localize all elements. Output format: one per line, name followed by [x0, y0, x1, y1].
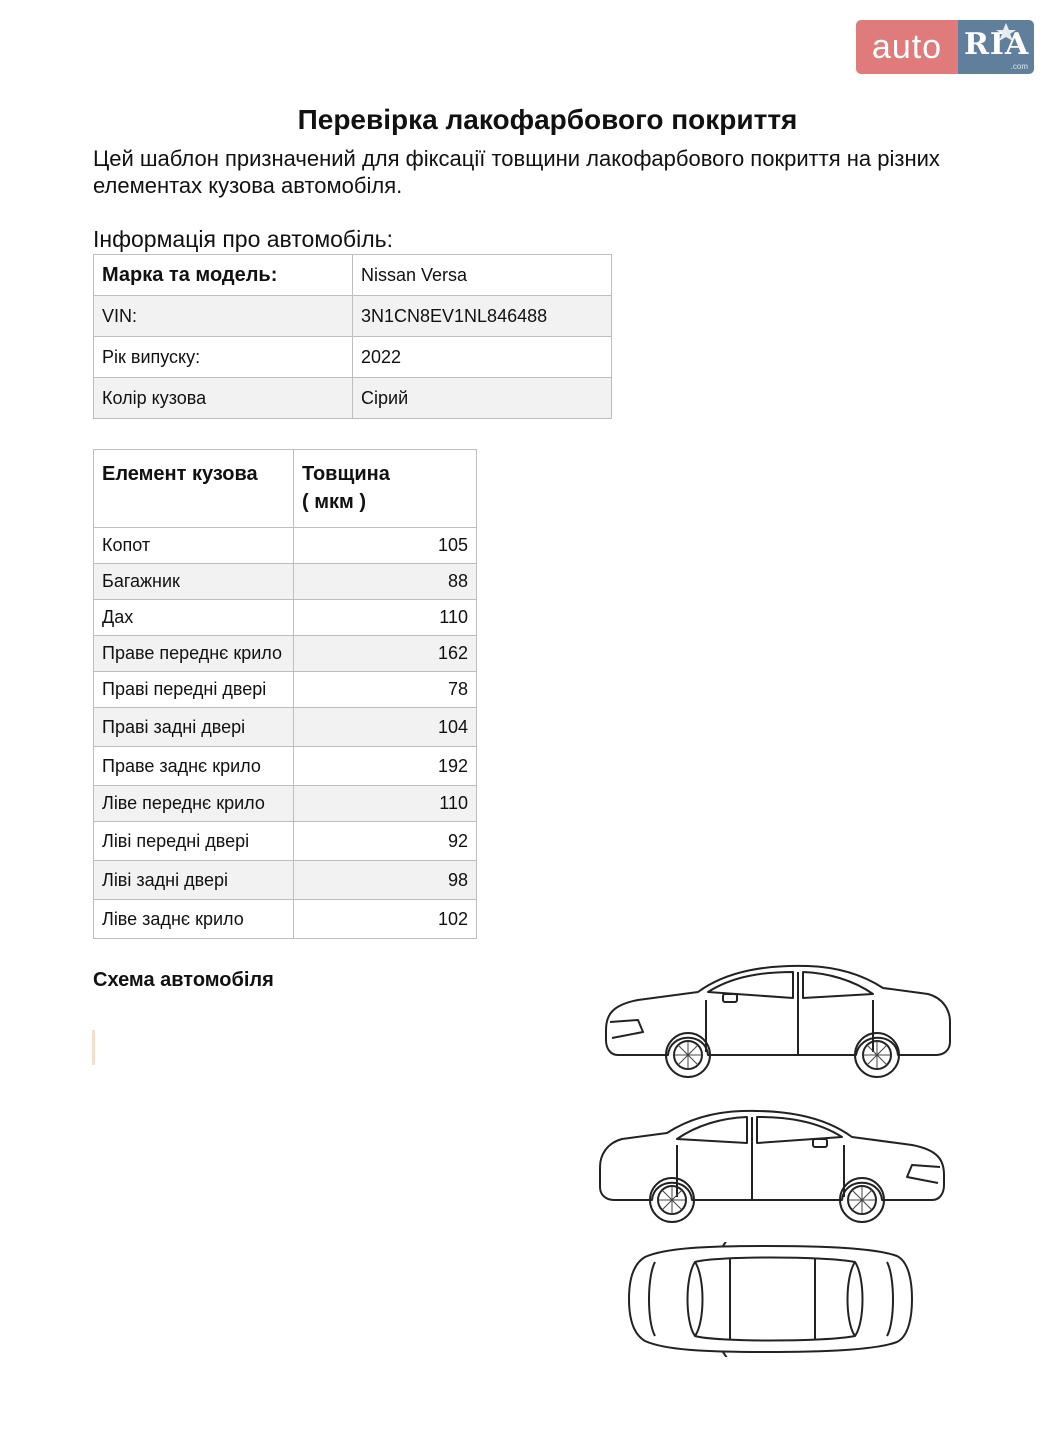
thickness-header-line1: Товщина — [302, 463, 390, 485]
logo-com-text: .com — [1010, 62, 1028, 71]
car-top-view-diagram — [625, 1242, 915, 1357]
table-row — [94, 708, 477, 747]
column-header-element: Елемент кузова — [94, 450, 294, 528]
table-row — [94, 636, 477, 672]
page-title: Перевірка лакофарбового покриття — [297, 104, 798, 135]
value-cell: 98 — [294, 861, 477, 900]
value-cell: 110 — [294, 786, 477, 822]
element-cell: Ліві задні двері — [94, 861, 294, 900]
value-cell: 104 — [294, 708, 477, 747]
info-value: Сірий — [353, 378, 612, 419]
element-cell: Багажник — [94, 564, 294, 600]
element-cell: Ліве заднє крило — [94, 900, 294, 939]
table-row — [94, 528, 477, 564]
paint-thickness-table — [93, 449, 477, 939]
table-row — [94, 822, 477, 861]
value-cell: 92 — [294, 822, 477, 861]
info-label: Колір кузова — [94, 378, 353, 419]
logo-auto-text: auto — [856, 20, 958, 74]
thickness-header-line2: ( мкм ) — [302, 491, 367, 513]
value-cell: 105 — [294, 528, 477, 564]
column-header-thickness — [294, 450, 477, 528]
car-info-heading: Інформація про автомобіль: — [93, 226, 394, 252]
value-cell: 78 — [294, 672, 477, 708]
table-row — [94, 861, 477, 900]
value-cell: 88 — [294, 564, 477, 600]
element-cell: Праві передні двері — [94, 672, 294, 708]
info-row-vin — [94, 296, 612, 337]
value-cell: 102 — [294, 900, 477, 939]
info-row-color — [94, 378, 612, 419]
info-label: Марка та модель: — [94, 255, 353, 296]
info-label: VIN: — [94, 296, 353, 337]
info-label: Рік випуску: — [94, 337, 353, 378]
table-row — [94, 672, 477, 708]
table-header-row — [94, 450, 477, 528]
intro-text: Цей шаблон призначений для фіксації товщини лакофарбового покриття на різних елементах кузова автомобіля. — [93, 146, 940, 198]
text-cursor-marker — [92, 1030, 95, 1065]
car-info-table — [93, 254, 612, 419]
info-row-year — [94, 337, 612, 378]
info-value: Nissan Versa — [353, 255, 612, 296]
info-value: 3N1CN8EV1NL846488 — [353, 296, 612, 337]
element-cell: Праве заднє крило — [94, 747, 294, 786]
table-row — [94, 564, 477, 600]
table-row — [94, 600, 477, 636]
element-cell: Ліве переднє крило — [94, 786, 294, 822]
element-cell: Праве переднє крило — [94, 636, 294, 672]
car-right-side-diagram — [592, 1105, 952, 1225]
element-cell: Дах — [94, 600, 294, 636]
value-cell: 162 — [294, 636, 477, 672]
info-value: 2022 — [353, 337, 612, 378]
value-cell: 110 — [294, 600, 477, 636]
table-row — [94, 786, 477, 822]
logo-ria-text: RIA — [964, 27, 1030, 62]
table-row — [94, 900, 477, 939]
element-cell: Копот — [94, 528, 294, 564]
autoria-logo[interactable] — [856, 20, 1034, 74]
element-cell: Ліві передні двері — [94, 822, 294, 861]
element-cell: Праві задні двері — [94, 708, 294, 747]
value-cell: 192 — [294, 747, 477, 786]
table-row — [94, 747, 477, 786]
info-row-model — [94, 255, 612, 296]
car-schema-title: Схема автомобіля — [93, 969, 274, 991]
car-left-side-diagram — [598, 960, 958, 1080]
logo-ria-block — [958, 20, 1034, 74]
